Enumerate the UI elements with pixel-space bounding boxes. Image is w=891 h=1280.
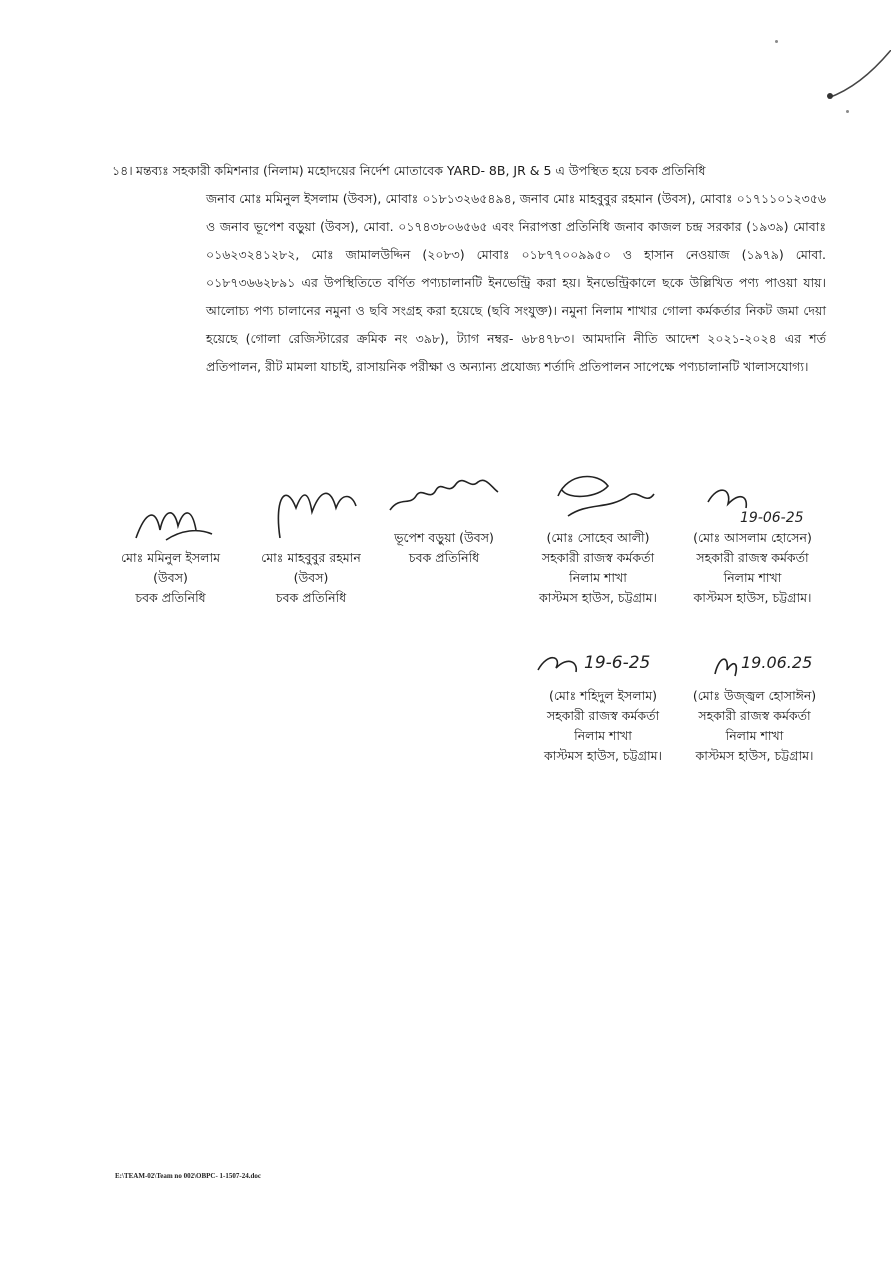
handwritten-signature [528, 636, 678, 684]
signature-block-5: 19-06-25 (মোঃ আসলাম হোসেন) সহকারী রাজস্ব কর্মকর্তা নিলাম শাখা কাস্টমস হাউস, চট্টগ্রাম। [680, 478, 825, 608]
scan-speck [846, 110, 849, 113]
handwritten-signature [384, 466, 504, 526]
handwritten-signature [246, 478, 376, 546]
handwritten-signature [528, 466, 668, 526]
scan-speck [775, 40, 778, 43]
remark-body: জনাব মোঃ মমিনুল ইসলাম (উবস), মোবাঃ ০১৮১৩২৬৫৪৯৪, জনাব মোঃ মাহবুবুর রহমান (উবস), মোবাঃ ০১৭১১০১২৩৫৬ ও জনাব ভূপেশ বড়ুয়া (উবস), মোবা. ০১৭৪৩৮০৬৫৬৫ এবং নিরাপত্তা প্রতিনিধি জনাব কাজল চন্দ্র সরকার (১৯৩৯) মোবাঃ ০১৬২৩২৪১২৮২, মোঃ জামালউদ্দিন (২০৮৩) মোবাঃ ০১৮৭৭০০৯৯৫০ ও হাসান নেওয়াজ (১৯৭৯) মোবা. ০১৮৭৩৬৬২৮৯১ এর উপস্থিতিতে বর্ণিত পণ্যচালানটি ইনভেন্ট্রি করা হয়। ইনভেন্ট্রিকালে ছকে উল্লিখিত পণ্য পাওয়া যায়। আলোচ্য পণ্য চালানের নমুনা ও ছবি সংগ্রহ করা হয়েছে (ছবি সংযুক্ত)। নমুনা নিলাম শাখার গোলা কর্মকর্তার নিকট জমা দেয়া হয়েছে (গোলা রেজিস্টারের ক্রমিক নং ৩৯৮), ট্যাগ নম্বর- ৬৮৪৭৮৩। আমদানি নীতি আদেশ ২০২১-২০২৪ এর শর্ত প্রতিপালন, রীট মামলা যাচাই, রাসায়নিক পরীক্ষা ও অন্যান্য প্রযোজ্য শর্তাদি প্রতিপালন সাপেক্ষে পণ্যচালানটি খালাসযোগ্য। [206, 191, 826, 374]
file-path-footer: E:\TEAM-02\Team no 002\OBPC- 1-1507-24.doc [115, 1172, 261, 1180]
svg-text:19.06.25: 19.06.25 [740, 653, 812, 672]
remark-lead-line: মন্তব্যঃ সহকারী কমিশনার (নিলাম) মহোদয়ের নির্দেশ মোতাবেক YARD- 8B, JR & 5 এ উপস্থিত হয়ে চবক প্রতিনিধি [136, 163, 706, 178]
signature-block-7: 19.06.25 (মোঃ উজ্জ্বল হোসাঈন) সহকারী রাজস্ব কর্মকর্তা নিলাম শাখা কাস্টমস হাউস, চট্টগ্রাম। [682, 636, 827, 766]
signature-block-3: ভূপেশ বড়ুয়া (উবস) চবক প্রতিনিধি [384, 466, 504, 568]
signature-block-1: মোঃ মমিনুল ইসলাম (উবস) চবক প্রতিনিধি [108, 500, 233, 608]
signature-block-2: মোঃ মাহবুবুর রহমান (উবস) চবক প্রতিনিধি [246, 478, 376, 608]
remark-paragraph [112, 157, 826, 381]
handwritten-signature [108, 500, 233, 546]
item-number: ১৪। [112, 163, 133, 178]
signature-block-6: 19-6-25 (মোঃ শহিদুল ইসলাম) সহকারী রাজস্ব কর্মকর্তা নিলাম শাখা কাস্টমস হাউস, চট্টগ্রাম। [528, 636, 678, 766]
svg-text:19-6-25: 19-6-25 [584, 653, 651, 673]
handwritten-signature [682, 636, 827, 684]
svg-text:19-06-25: 19-06-25 [739, 510, 804, 526]
signature-block-4: (মোঃ সোহেব আলী) সহকারী রাজস্ব কর্মকর্তা নিলাম শাখা কাস্টমস হাউস, চট্টগ্রাম। [528, 466, 668, 608]
fold-mark-icon [820, 50, 891, 110]
handwritten-signature [680, 478, 825, 526]
